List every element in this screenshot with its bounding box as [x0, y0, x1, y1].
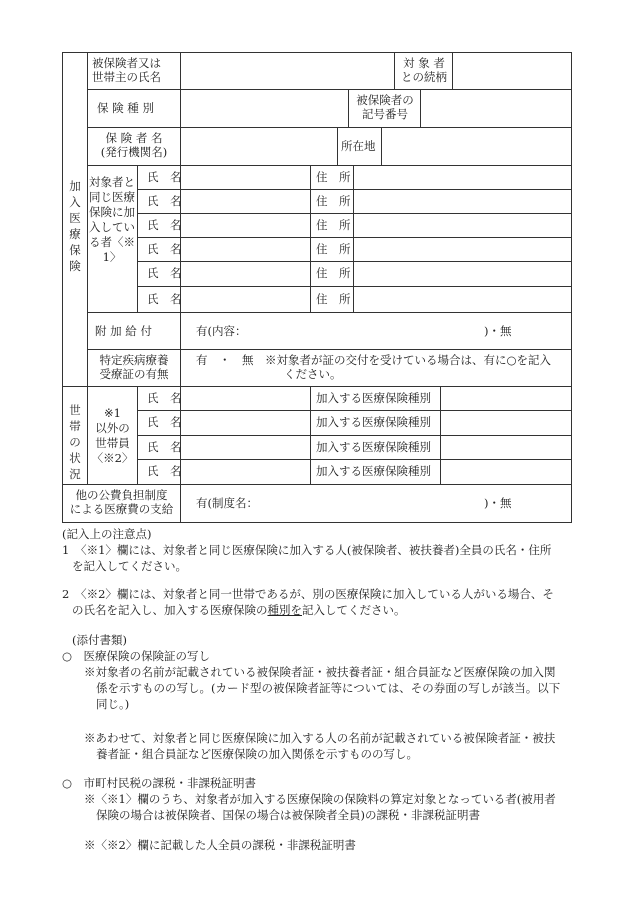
- supplementary-benefit-none: )・無: [484, 324, 512, 338]
- attachment-2-note-b: ※〈※2〉欄に記載した人全員の課税・非課税証明書: [84, 838, 356, 852]
- attachment-2-title: ○ 市町村民税の課税・非課税証明書: [62, 776, 257, 790]
- household-name-label: 氏 名: [147, 415, 182, 429]
- attachments-section: (添付書類) ○ 医療保険の保険証の写し ※対象者の名前が記載されている被保険者証・被扶養者証・組合員証など医療保険の加入関 係を示すものの写し。(カード型の被保険者証等については、その券面の写しが該当。以下 同じ。): [62, 632, 582, 712]
- relation-label: 対 象 者 との続柄: [401, 56, 447, 84]
- household-name-label: 氏 名: [147, 391, 182, 405]
- joining-insurance-label: 加入する医療保険種別: [316, 464, 431, 478]
- member-name-label: 氏 名: [147, 292, 182, 306]
- joining-insurance-label: 加入する医療保険種別: [316, 440, 431, 454]
- member-name-label: 氏 名: [147, 194, 182, 208]
- special-disease-value: 有 ・ 無 ※対象者が証の交付を受けている場合は、有に○を記入 ください。: [196, 353, 552, 381]
- note-1-cont: を記入してください。: [72, 559, 187, 573]
- side-label-insurance: 加入医療保険: [69, 179, 81, 273]
- attachment-1-note-b: ※あわせて、対象者と同じ医療保険に加入する人の名前が記載されている被保険者証・被扶 養者証・組合員証など医療保険の加入関係を示すものの写し。: [84, 731, 556, 761]
- member-address-label: 住 所: [316, 170, 351, 184]
- member-address-label: 住 所: [316, 292, 351, 306]
- member-address-label: 住 所: [316, 242, 351, 256]
- insured-number-label: 被保険者の 記号番号: [356, 93, 414, 121]
- side-label-household: 世帯の状況: [69, 403, 81, 481]
- household-name-label: 氏 名: [147, 440, 182, 454]
- same-insurance-label: 対象者と同じ医療保険に加入している者〈※1〉: [89, 175, 135, 264]
- insurance-type-label: 保 険 種 別: [97, 101, 154, 115]
- attachment-1-title: ○ 医療保険の保険証の写し: [62, 649, 211, 663]
- joining-insurance-label: 加入する医療保険種別: [316, 415, 431, 429]
- joining-insurance-label: 加入する医療保険種別: [316, 391, 431, 405]
- member-name-label: 氏 名: [147, 170, 182, 184]
- insured-name-label: 被保険者又は 世帯主の氏名: [92, 56, 161, 84]
- public-subsidy-label: 他の公費負担制度 による医療費の支給: [69, 488, 174, 516]
- member-name-label: 氏 名: [147, 266, 182, 280]
- special-disease-label: 特定疾病療養 受療証の有無: [99, 353, 169, 381]
- notes-heading: (記入上の注意点): [62, 527, 152, 541]
- notes-section: [62, 526, 582, 574]
- member-address-label: 住 所: [316, 194, 351, 208]
- note-1: 1 〈※1〉欄には、対象者と同じ医療保険に加入する人(被保険者、被扶養者)全員の氏名・住所: [62, 543, 552, 557]
- member-address-label: 住 所: [316, 266, 351, 280]
- supplementary-benefit-value: 有(内容：: [196, 324, 247, 338]
- other-members-label: ※1 以外の 世帯員 〈※2〉: [91, 406, 134, 465]
- attachments-heading: (添付書類): [72, 633, 127, 647]
- insurer-label: 保 険 者 名 (発行機関名): [100, 131, 168, 159]
- supplementary-benefit-label: 附 加 給 付: [95, 324, 152, 338]
- public-subsidy-none: )・無: [484, 496, 512, 510]
- note-2: 2 〈※2〉欄には、対象者と同一世帯であるが、別の医療保険に加入している人がいる場合、そ の氏名を記入し、加入する医療保険の種別を記入してください。: [62, 587, 554, 617]
- member-name-label: 氏 名: [147, 218, 182, 232]
- member-name-label: 氏 名: [147, 242, 182, 256]
- location-label: 所在地: [341, 139, 376, 153]
- attachment-2: ○ 市町村民税の課税・非課税証明書 ※〈※1〉欄のうち、対象者が加入する医療保険の保険料の算定対象となっている者(被用者 保険の場合は被保険者、国保の場合は被保険者全員)の課税・非課税証明書: [62, 775, 582, 823]
- member-address-label: 住 所: [316, 218, 351, 232]
- public-subsidy-value: 有(制度名：: [196, 496, 258, 510]
- household-name-label: 氏 名: [147, 464, 182, 478]
